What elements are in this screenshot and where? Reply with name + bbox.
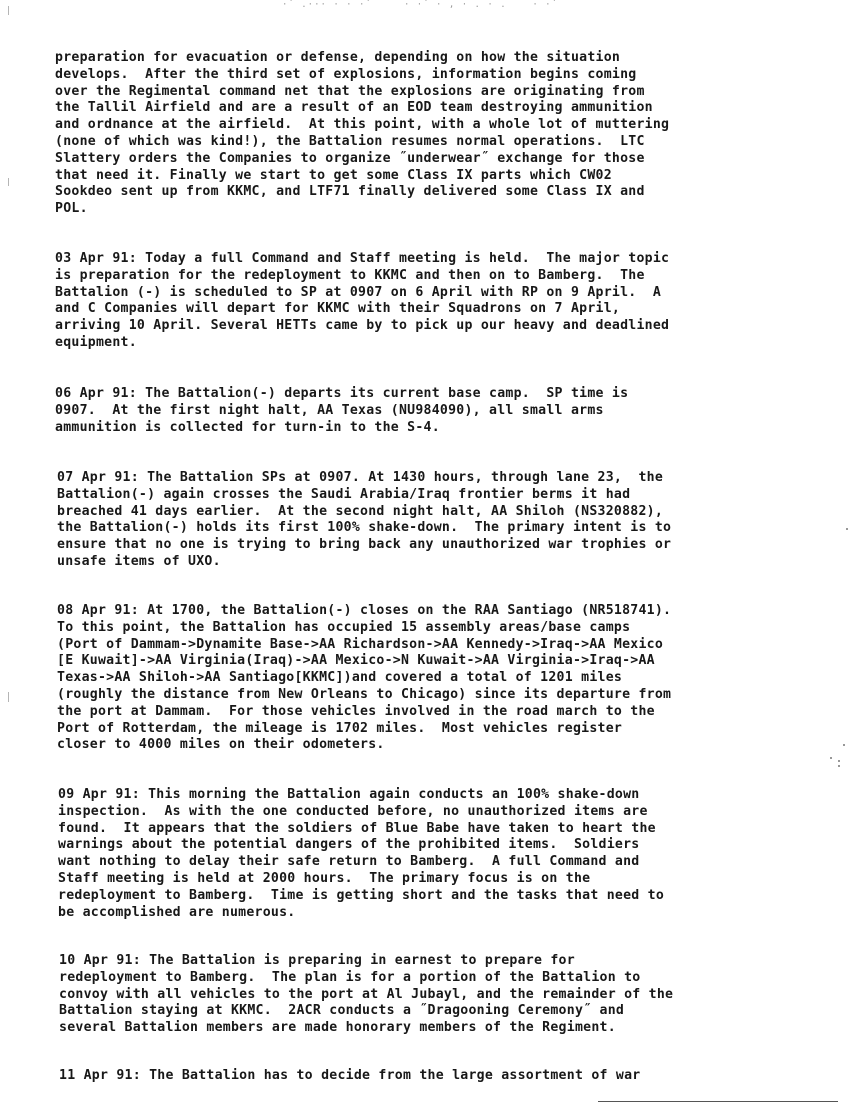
paragraph-11-apr-91: 11 Apr 91: The Battalion has to decide from the large assortment of war	[59, 1068, 641, 1083]
paragraph-08-apr-91: 08 Apr 91: At 1700, the Battalion(-) closes on the RAA Santiago (NR518741). To this point, the Battalion has occupied 15 assembly areas/base camps (Port of Dammam->Dynamite Base->AA Richardson->AA Kennedy->Iraq->AA Mexico [E Kuwait]->AA Virginia(Iraq)->AA Mexico->N Kuwait->AA Virginia->Iraq->AA Texas->AA Shiloh->AA Santiago[KKMC])and covered a total of 1201 miles (roughly the distance from New Orleans to Chicago) since its departure from the port at Dammam. For those vehicles involved in the road march to the Port of Rotterdam, the mileage is 1702 miles. Most vehicles register closer to 4000 miles on their odometers.	[57, 603, 672, 753]
paragraph-03-apr-91: 03 Apr 91: Today a full Command and Staff meeting is held. The major topic is preparation for the redeployment to KKMC and then on to Bamberg. The Battalion (-) is scheduled to SP at 0907 on 6 April with RP on 9 April. A and C Companies will depart for KKMC with their Squadrons on 7 April, arriving 10 April. Several HETTs came by to pick up our heavy and deadlined equipment.	[55, 251, 670, 350]
scan-header-artifact: ·˙ .··· · · ·˙ · ·˙ · , · . · . · ·˙	[282, 0, 558, 10]
margin-scan-dot-right-lower-d	[843, 744, 845, 746]
paragraph-10-apr-91: 10 Apr 91: The Battalion is preparing in earnest to prepare for redeployment to Bamberg. The plan is for a portion of the Battalion to convoy with all vehicles to the port at Al Jubayl, and the remainder of the Battalion staying at KKMC. 2ACR conducts a ˝Dragooning Ceremony˝ and several Battalion members are made honorary members of the Regiment.	[59, 953, 674, 1036]
paragraph-06-apr-91: 06 Apr 91: The Battalion(-) departs its current base camp. SP time is 0907. At the first night halt, AA Texas (NU984090), all small arms ammunition is collected for turn-in to the S-4.	[55, 386, 629, 435]
paragraph-07-apr-91: 07 Apr 91: The Battalion SPs at 0907. At 1430 hours, through lane 23, the Battalion(-) again crosses the Saudi Arabia/Iraq frontier berms it had breached 41 days earlier. At the second night halt, AA Shiloh (NS320882), the Battalion(-) holds its first 100% shake-down. The primary intent is to ensure that no one is trying to bring back any unauthorized war trophies or unsafe items of UXO.	[57, 470, 672, 569]
margin-scan-mark-left-lower	[8, 692, 9, 702]
paragraph-09-apr-91: 09 Apr 91: This morning the Battalion again conducts an 100% shake-down inspection. As with the one conducted before, no unauthorized items are found. It appears that the soldiers of Blue Babe have taken to heart the warnings about the potential dangers of the prohibited items. Soldiers want nothing to delay their safe return to Bamberg. A full Command and Staff meeting is held at 2000 hours. The primary focus is on the redeployment to Bamberg. Time is getting short and the tasks that need to be accomplished are numerous.	[58, 787, 665, 920]
margin-scan-mark-top-left	[8, 6, 9, 15]
margin-scan-mark-left	[8, 178, 9, 186]
margin-scan-dot-right-lower-c	[838, 765, 840, 767]
bottom-scan-rule	[598, 1101, 838, 1102]
margin-scan-dot-right	[846, 528, 848, 530]
margin-scan-dot-right-lower-b	[838, 760, 840, 762]
margin-scan-dot-right-lower-a	[830, 757, 832, 759]
paragraph-evacuation-continued: preparation for evacuation or defense, depending on how the situation develops. After the third set of explosions, information begins coming over the Regimental command net that the explosions are originating from the Tallil Airfield and are a result of an EOD team destroying ammunition and ordnance at the airfield. At this point, with a whole lot of muttering (none of which was kind!), the Battalion resumes normal operations. LTC Slattery orders the Companies to organize ˝underwear˝ exchange for those that need it. Finally we start to get some Class IX parts which CW02 Sookdeo sent up from KKMC, and LTF71 finally delivered some Class IX and POL.	[55, 50, 670, 217]
